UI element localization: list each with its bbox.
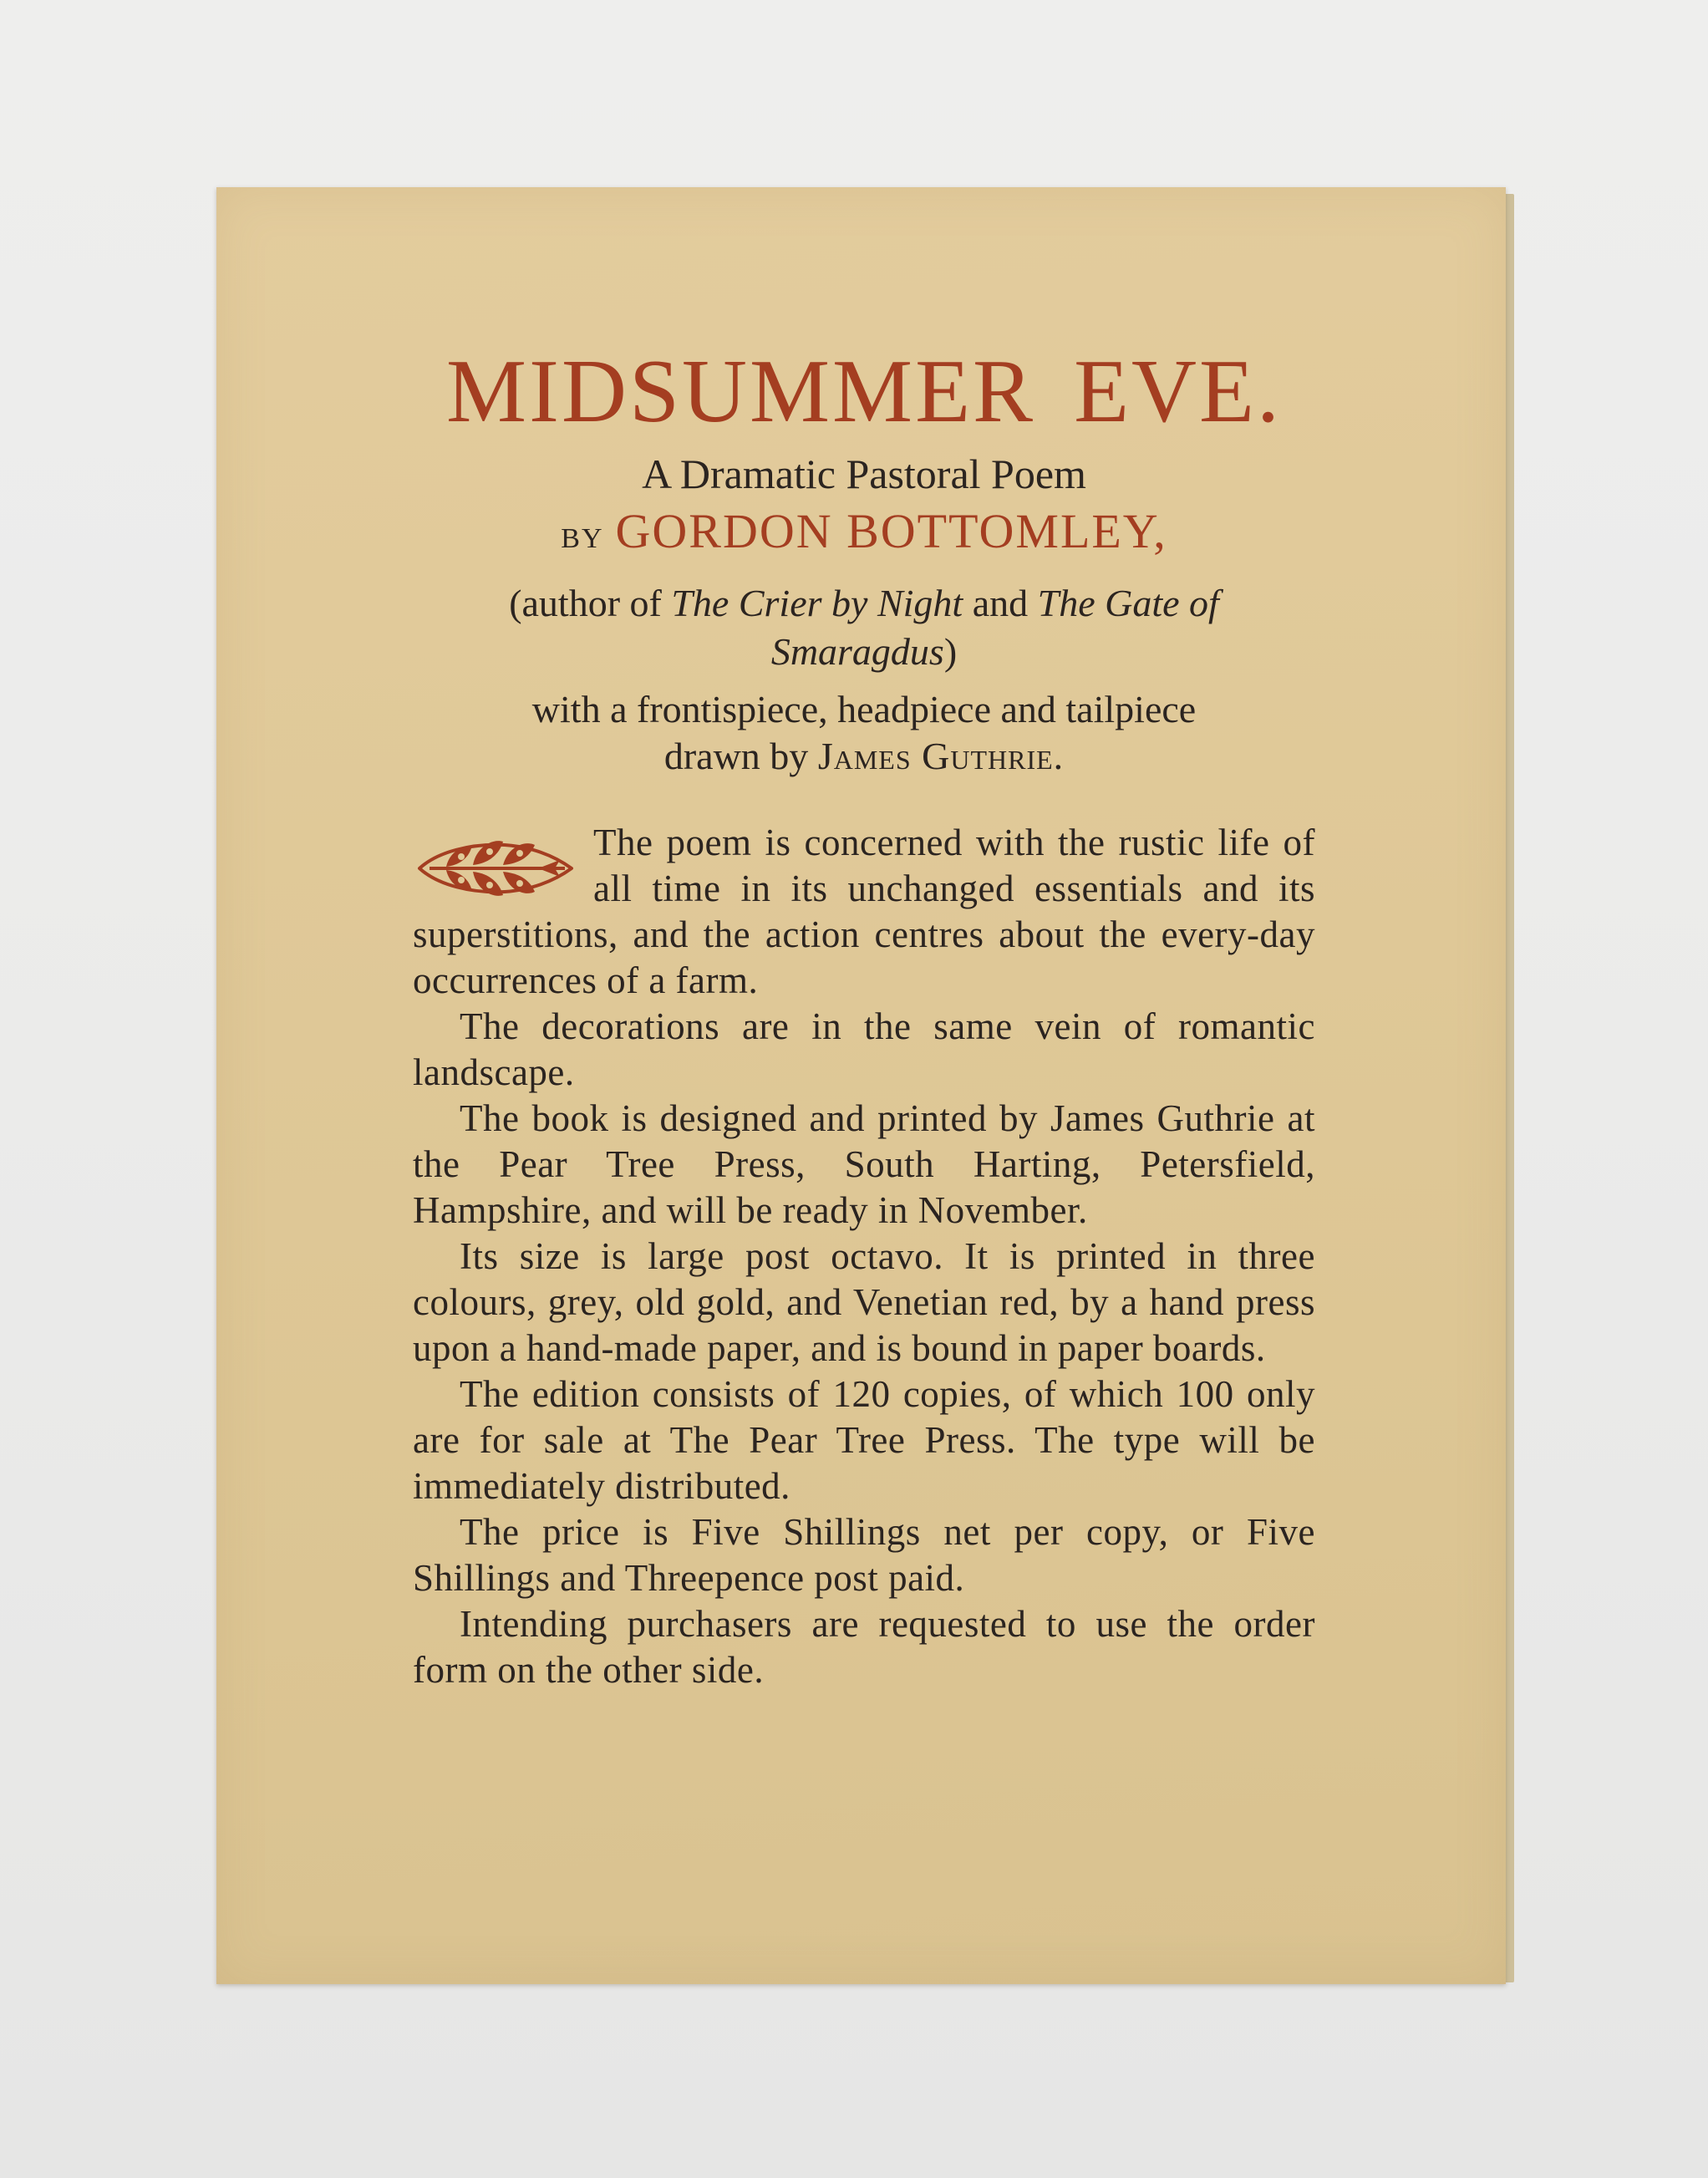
author-name: GORDON BOTTOMLEY, <box>615 504 1167 558</box>
paragraph-3: The book is designed and printed by James Guthrie at the Pear Tree Press, South Harting, Petersfield, Hampshire, and will be ready in November. <box>413 1097 1315 1231</box>
paragraph-6: The price is Five Shillings net per copy, or Five Shillings and Threepence post paid. <box>413 1511 1315 1599</box>
author-note-and: and <box>963 582 1038 624</box>
by-label: BY <box>561 523 604 554</box>
illustration-line-2 <box>413 733 1315 780</box>
paragraph-4: Its size is large post octavo. It is printed in three colours, grey, old gold, and Venetian red, by a hand press upon a hand-made paper, and is bound in paper boards. <box>413 1235 1315 1369</box>
prospectus-body <box>413 820 1315 1693</box>
drawn-by-label: drawn by <box>663 735 818 777</box>
illustration-credit <box>413 686 1315 780</box>
byline <box>413 501 1315 574</box>
illustrator-name: James Guthrie. <box>817 735 1065 777</box>
prospectus-sheet <box>216 187 1506 1984</box>
paragraph-7: Intending purchasers are requested to use the order form on the other side. <box>413 1603 1315 1691</box>
paragraph-5: The edition consists of 120 copies, of which 100 only are for sale at The Pear Tree Press. The type will be immediately distributed. <box>413 1373 1315 1507</box>
prospectus-content <box>413 338 1315 1693</box>
paragraph-2: The decorations are in the same vein of romantic landscape. <box>413 1005 1315 1093</box>
page-title: MIDSUMMER EVE. <box>445 342 1283 441</box>
author-note <box>413 579 1315 676</box>
illustration-line-1: with a frontispiece, headpiece and tailpiece <box>531 688 1197 730</box>
leaf-ornament-icon <box>413 827 577 910</box>
author-note-close: ) <box>943 630 958 673</box>
work-title-crier: The Crier by Night <box>671 582 963 624</box>
work-title-gate: The Gate of Smaragdus <box>770 582 1219 673</box>
paragraph-1: The poem is concerned with the rustic life of all time in its unchanged essentials and its superstitions, and the action centres about the every-day occurrences of a farm. <box>413 822 1315 1001</box>
author-note-open: (author of <box>509 582 672 624</box>
subtitle: A Dramatic Pastoral Poem <box>642 450 1086 497</box>
